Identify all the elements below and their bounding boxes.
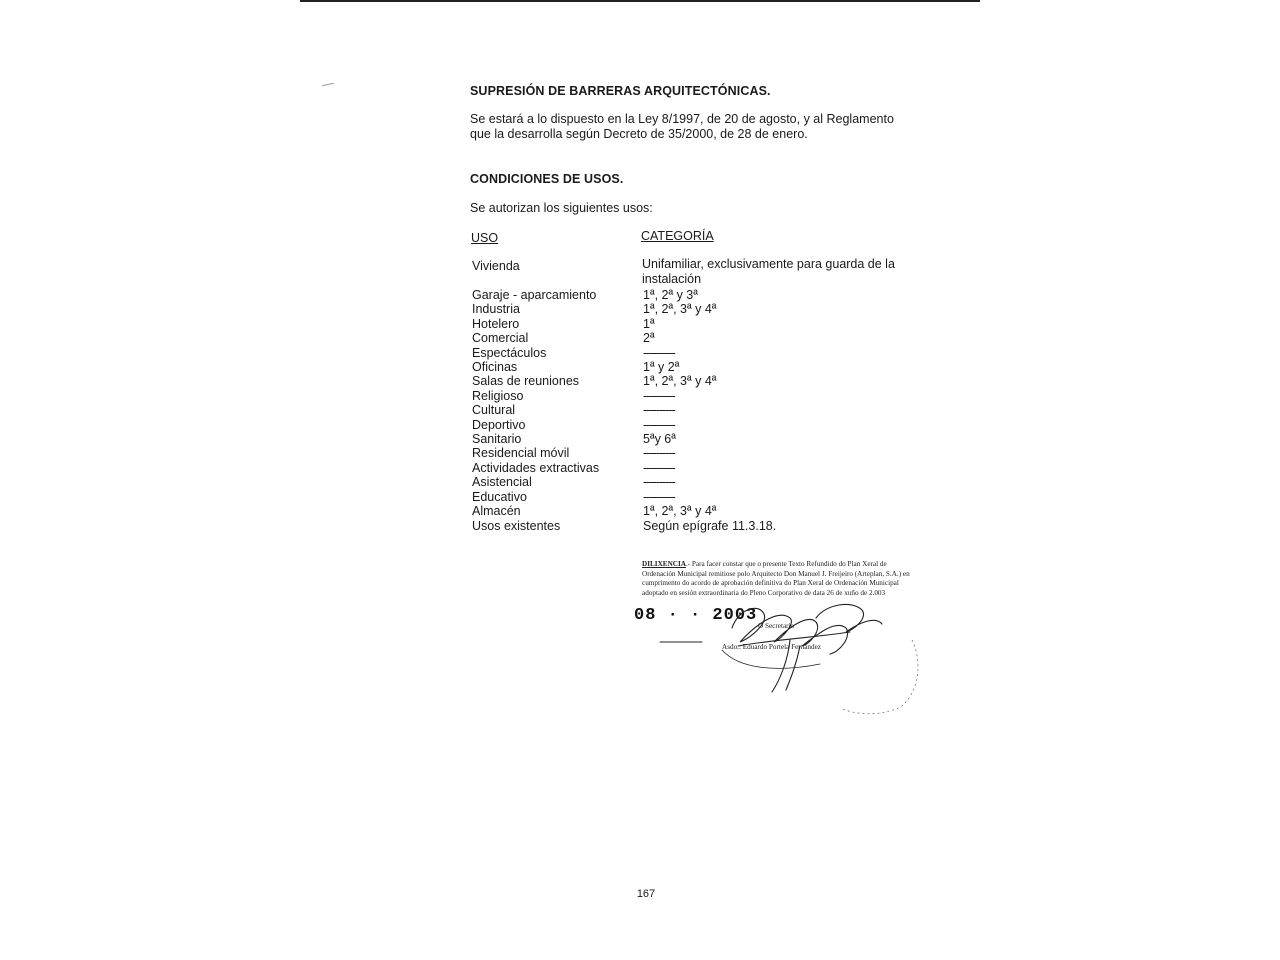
categoria-item: 5ªy 6ª [643, 432, 676, 447]
uso-item: Religioso [472, 388, 524, 403]
signatory-name: Asdo.: Eduardo Portela Fernández [722, 643, 822, 651]
barreras-line-2: que la desarrolla según Decreto de 35/2000, de 28 de enero. [470, 127, 808, 141]
uso-item: Residencial móvil [472, 446, 570, 461]
stamp-date: 08 · · 2003 [634, 606, 758, 625]
categoria-vivienda-line-1: Unifamiliar, exclusivamente para guarda de la [642, 257, 895, 271]
uso-item: Asistencial [472, 475, 532, 490]
diligence-title: DILIXENCIA [642, 560, 686, 568]
categoria-item: 1ª, 2ª, 3ª y 4ª [643, 504, 717, 519]
usos-intro: Se autorizan los siguientes usos: [470, 201, 653, 215]
uso-vivienda: Vivienda [472, 259, 520, 273]
categoria-item: Según epígrafe 11.3.18. [643, 518, 777, 533]
categoria-item: ---------- [643, 446, 675, 461]
categoria-vivienda [642, 257, 922, 287]
categoria-item: 1ª, 2ª, 3ª y 4ª [643, 302, 717, 317]
uso-item: Almacén [472, 504, 521, 519]
barreras-line-1: Se estará a lo dispuesto en la Ley 8/1997, de 20 de agosto, y al Reglamento [470, 112, 894, 126]
categoria-item: 1ª [643, 316, 655, 331]
categoria-list [643, 288, 776, 533]
uso-item: Salas de reuniones [472, 374, 580, 389]
top-border-line [300, 0, 980, 2]
section-heading-barreras: SUPRESIÓN DE BARRERAS ARQUITECTÓNICAS. [470, 84, 771, 98]
secretario-label: O Secretario [758, 622, 795, 630]
categoria-item: 1ª, 2ª, 3ª y 4ª [643, 374, 717, 389]
categoria-item: ---------- [643, 403, 675, 418]
categoria-vivienda-line-2: instalación [642, 272, 702, 286]
categoria-item: 1ª, 2ª y 3ª [643, 288, 698, 302]
categoria-item: 1ª y 2ª [643, 360, 680, 375]
uso-item: Educativo [472, 489, 527, 504]
uso-item: Oficinas [472, 360, 518, 375]
categoria-item: ---------- [643, 460, 675, 475]
page-number: 167 [636, 888, 656, 900]
categoria-item: ---------- [643, 417, 675, 432]
categoria-item: ---------- [643, 475, 675, 490]
barreras-paragraph [470, 112, 894, 142]
categoria-item: ---------- [643, 388, 675, 403]
uso-item: Usos existentes [472, 518, 561, 533]
uso-item: Actividades extractivas [472, 460, 600, 475]
uso-item: Comercial [472, 331, 529, 346]
uso-item: Sanitario [472, 432, 522, 447]
section-heading-usos: CONDICIONES DE USOS. [470, 172, 624, 186]
column-header-uso: USO [471, 231, 499, 245]
uso-item: Deportivo [472, 417, 526, 432]
handwritten-signature [640, 580, 930, 720]
uso-item: Garaje - aparcamiento [472, 288, 597, 302]
uso-item: Industria [472, 302, 520, 317]
column-header-categoria: CATEGORÍA [641, 229, 714, 243]
uso-list [472, 288, 599, 533]
categoria-item: 2ª [643, 331, 655, 346]
categoria-item: ---------- [643, 345, 675, 360]
uso-item: Hotelero [472, 316, 520, 331]
categoria-item: ---------- [643, 489, 675, 504]
scan-speck [322, 83, 334, 86]
diligence-body: .- Para facer constar que o presente Texto Refundido do Plan Xeral de Ordenación Municipal remitiose polo Arquitecto Don Manuel J. Freijeiro (Arteplan, S.A.) en cumprimento do acordo de aprobación definitiva do Plan Xeral de Ordenación Municipal adoptado en sesión extraordinaria do Pleno Corporativo de data 26 de xuño de 2.003 [642, 560, 910, 597]
uso-item: Espectáculos [472, 345, 547, 360]
uso-item: Cultural [472, 403, 516, 418]
